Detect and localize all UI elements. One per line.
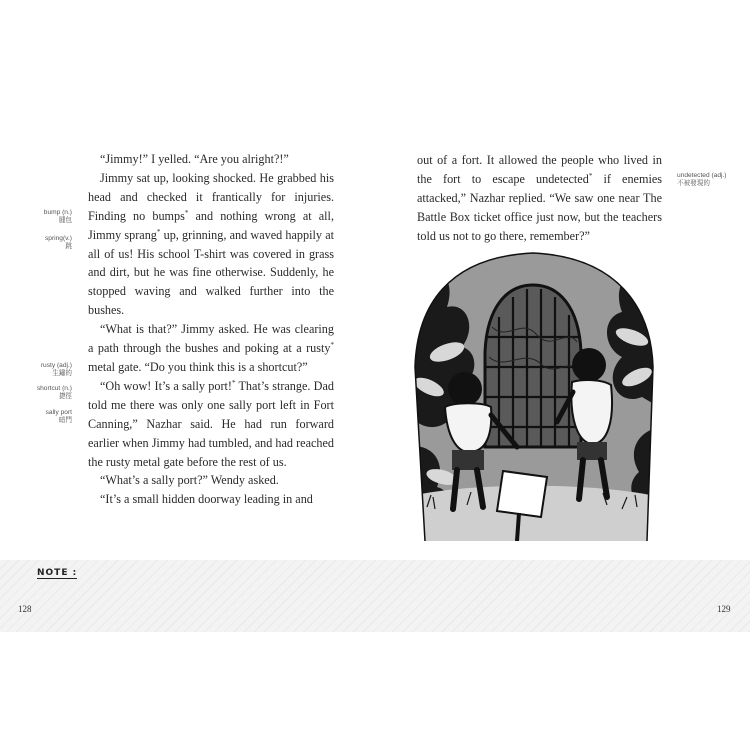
glossary-entry-undetected: undetected (adj.) 不被發現的 bbox=[677, 172, 727, 187]
paragraph: “Jimmy!” I yelled. “Are you alright?!” bbox=[100, 152, 289, 166]
paragraph: “What is that?” Jimmy asked. He was clearing a path through the bushes and poking at a rusty* metal gate. “Do you think this is a shortcut?” bbox=[88, 322, 334, 374]
paragraph: out of a fort. It allowed the people who lived in the fort to escape undetected* if enemies attacked,” Nazhar replied. “We saw one near The Battle Box ticket office just now, but the teachers told us not to go there, remember?” bbox=[417, 153, 662, 243]
glossary-entry-bump: bump (n.) 腫包 bbox=[43, 209, 72, 224]
paragraph: “Oh wow! It’s a sally port!* That’s strange. Dad told me there was only one sally port left in Fort Canning,” Nazhar said. He had run forward earlier when Jimmy had tumbled, and had reached the rusty metal gate before the rest of us. bbox=[88, 378, 334, 469]
left-page-text bbox=[88, 150, 334, 509]
paragraph: “What’s a sally port?” Wendy asked. bbox=[100, 473, 279, 488]
glossary-entry-spring: spring(v.) 跳 bbox=[45, 235, 72, 250]
page-number-left: 128 bbox=[18, 604, 32, 614]
right-page-text bbox=[417, 151, 662, 246]
paragraph: “It’s a small hidden doorway leading in and bbox=[100, 492, 313, 507]
glossary-entry-rusty: rusty (adj.) 生鏽的 bbox=[40, 362, 72, 377]
note-label: NOTE : bbox=[37, 568, 78, 578]
glossary-entry-shortcut: shortcut (n.) 捷徑 bbox=[36, 385, 72, 400]
glossary-entry-sally-port: sally port 暗門 bbox=[45, 409, 72, 424]
illustration-sally-port bbox=[407, 247, 659, 541]
note-band bbox=[0, 560, 750, 632]
page-number-right: 129 bbox=[717, 604, 731, 614]
paragraph: Jimmy sat up, looking shocked. He grabbed his head and checked it frantically for injuries. Finding no bumps* and nothing wrong at all, Jimmy sprang* up, grinning, and waved happily at all of us! His school T-shirt was covered in grass and dirt, but he was fine otherwise. Suddenly, he stopped waving and walked further into the bushes. bbox=[88, 170, 334, 318]
